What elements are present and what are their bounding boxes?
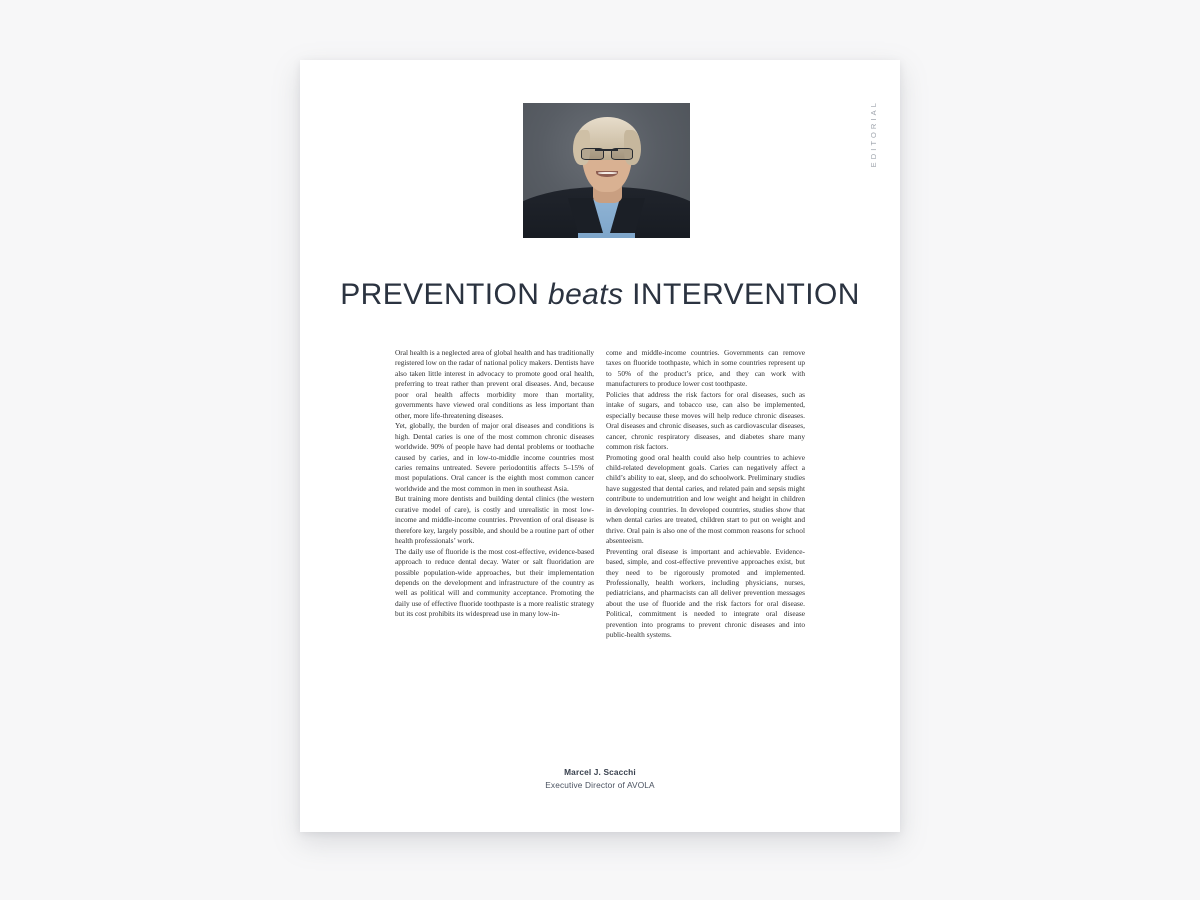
glasses-bridge: [595, 149, 618, 151]
paragraph: The daily use of fluoride is the most cost-effective, evidence-based approach to reduce dental decay. Water or salt fluoridation are possible population-wide approaches, but their implementation depends on the development and infrastructure of the country as well as political will and community acceptance. Promoting the daily use of effective fluoride toothpaste is a more realistic strategy but its cost prohibits its widespread use in many low-in-: [395, 546, 594, 619]
page-title: [300, 278, 900, 312]
paragraph: Policies that address the risk factors for oral diseases, such as intake of sugars, and tobacco use, can also be implemented, especially because these moves will help reduce chronic diseases. Oral diseases and chronic diseases, such as cardiovascular diseases, cancer, chronic respiratory diseases, and diabetes share many common risk factors.: [606, 389, 805, 452]
column-right: [606, 348, 805, 641]
author-role: Executive Director of AVOLA: [545, 779, 655, 790]
editorial-rubric-label: EDITORIAL: [869, 100, 878, 168]
paragraph: Promoting good oral health could also help countries to achieve child-related development goals. Caries can negatively affect a child’s ability to eat, sleep, and do schoolwork. Preliminary studies have suggested that dental caries, and related pain and sepsis might contribute to undernutrition and low weight and height in children in developing countries. In developed countries, studies show that when dental caries are treated, children start to put on weight and thrive. Oral pain is also one of the most common reasons for school absenteeism.: [606, 452, 805, 546]
article-body: [395, 348, 805, 641]
author-portrait: [523, 103, 690, 238]
author-signature: [300, 767, 900, 790]
paragraph: Oral health is a neglected area of global health and has traditionally registered low on the radar of national policy makers. Dentists have also taken little interest in advocacy to promote good oral health, preferring to treat rather than prevent oral diseases. And, because poor oral health affects morbidity more than mortality, governments have viewed oral conditions as less important than other, more life-threatening diseases.: [395, 348, 594, 420]
paragraph: Yet, globally, the burden of major oral diseases and conditions is high. Dental caries is one of the most common chronic diseases worldwide. 90% of people have had dental problems or toothache caused by caries, and in low-to-middle income countries most caries remains untreated. Severe periodontitis affects 5–15% of most populations. Oral cancer is the eighth most common cancer worldwide and the most common in men in southeast Asia.: [395, 421, 594, 493]
paragraph: come and middle-income countries. Governments can remove taxes on fluoride toothpaste, which in some countries represent up to 50% of the product’s price, and they can work with manufacturers to produce lower cost toothpaste.: [606, 348, 805, 389]
headline-part-one: PREVENTION: [340, 278, 540, 311]
paragraph: But training more dentists and building dental clinics (the western curative model of care), is costly and unrealistic in most low-income and middle-income countries. Prevention of oral disease is therefore key, largely possible, and should be a routine part of other health professionals’ work.: [395, 494, 594, 546]
headline-emphasis: beats: [548, 278, 624, 311]
headline-part-two: INTERVENTION: [632, 278, 860, 311]
paragraph: Preventing oral disease is important and achievable. Evidence-based, simple, and cost-effective preventive approaches exist, but they need to be rigorously promoted and implemented. Professionally, health workers, including physicians, nurses, pediatricians, and pharmacists can all deliver prevention messages about the use of fluoride and the risk factors for oral disease. Political, commitment is needed to integrate oral disease prevention into programs to prevent chronic diseases and into public-health systems.: [606, 546, 805, 640]
document-page: [300, 60, 900, 832]
column-left: [395, 348, 594, 641]
author-name: Marcel J. Scacchi: [564, 767, 636, 777]
portrait-teeth: [598, 172, 616, 174]
portrait-photo: [523, 103, 690, 238]
